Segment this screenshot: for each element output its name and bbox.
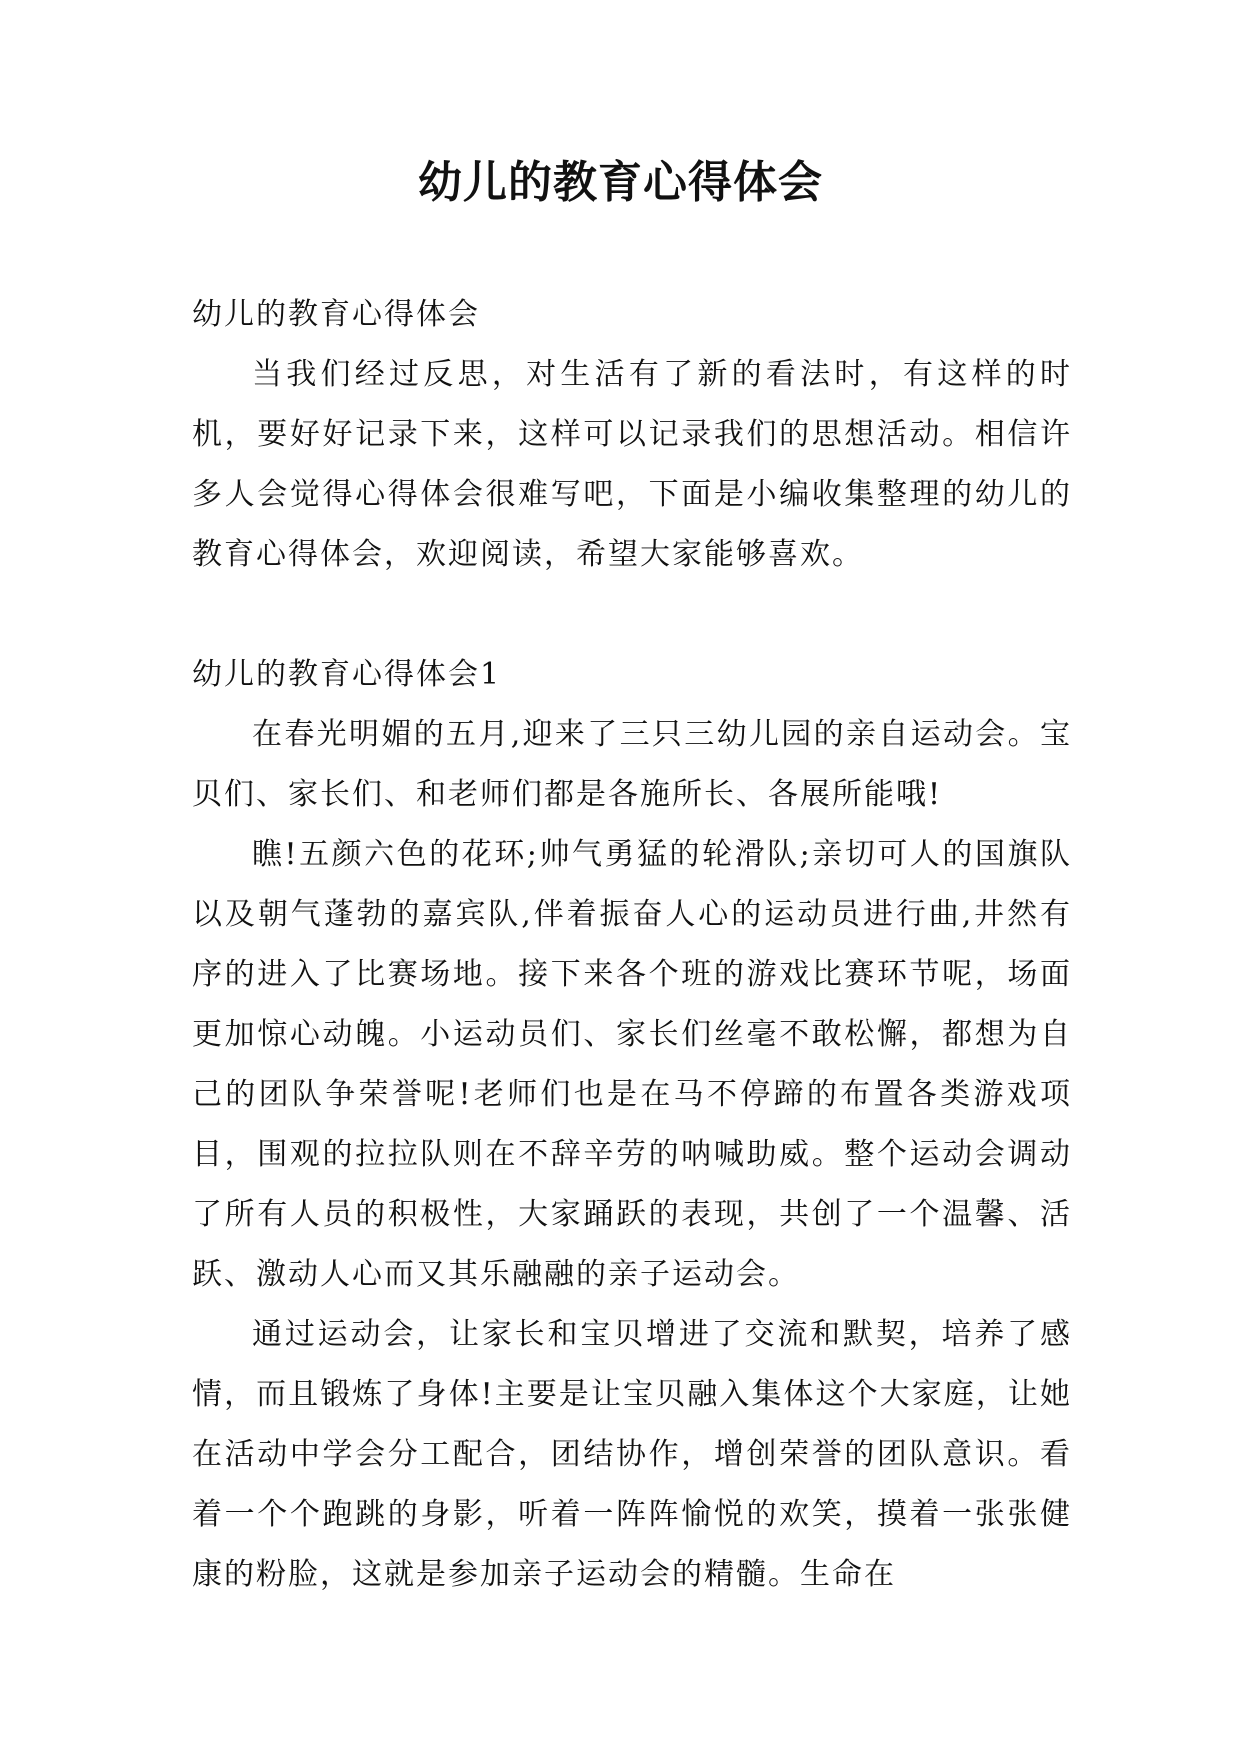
document-body: [192, 285, 1072, 1605]
section-1-heading: 幼儿的教育心得体会1: [192, 657, 502, 692]
document-title: 幼儿的教育心得体会: [418, 157, 823, 208]
section-1-paragraph-3: 通过运动会，让家长和宝贝增进了交流和默契，培养了感情，而且锻炼了身体!主要是让宝贝融入集体这个大家庭，让她在活动中学会分工配合，团结协作，增创荣誉的团队意识。看着一个个跑跳的身影，听着一阵阵愉悦的欢笑，摸着一张张健康的粉脸，这就是参加亲子运动会的精髓。生命在: [192, 1317, 1072, 1592]
section-1-paragraph-2: 瞧!五颜六色的花环;帅气勇猛的轮滑队;亲切可人的国旗队以及朝气蓬勃的嘉宾队,伴着振奋人心的运动员进行曲,井然有序的进入了比赛场地。接下来各个班的游戏比赛环节呢，场面更加惊心动魄。小运动员们、家长们丝毫不敢松懈，都想为自己的团队争荣誉呢!老师们也是在马不停蹄的布置各类游戏项目，围观的拉拉队则在不辞辛劳的呐喊助威。整个运动会调动了所有人员的积极性，大家踊跃的表现，共创了一个温馨、活跃、激动人心而又其乐融融的亲子运动会。: [192, 837, 1072, 1292]
intro-paragraph: 当我们经过反思，对生活有了新的看法时，有这样的时机，要好好记录下来，这样可以记录我们的思想活动。相信许多人会觉得心得体会很难写吧，下面是小编收集整理的幼儿的教育心得体会，欢迎阅读，希望大家能够喜欢。: [192, 357, 1072, 572]
section-1-paragraph-1: 在春光明媚的五月,迎来了三只三幼儿园的亲自运动会。宝贝们、家长们、和老师们都是各施所长、各展所能哦!: [192, 717, 1072, 812]
intro-heading: 幼儿的教育心得体会: [192, 297, 480, 332]
section-spacer: [192, 585, 1072, 645]
